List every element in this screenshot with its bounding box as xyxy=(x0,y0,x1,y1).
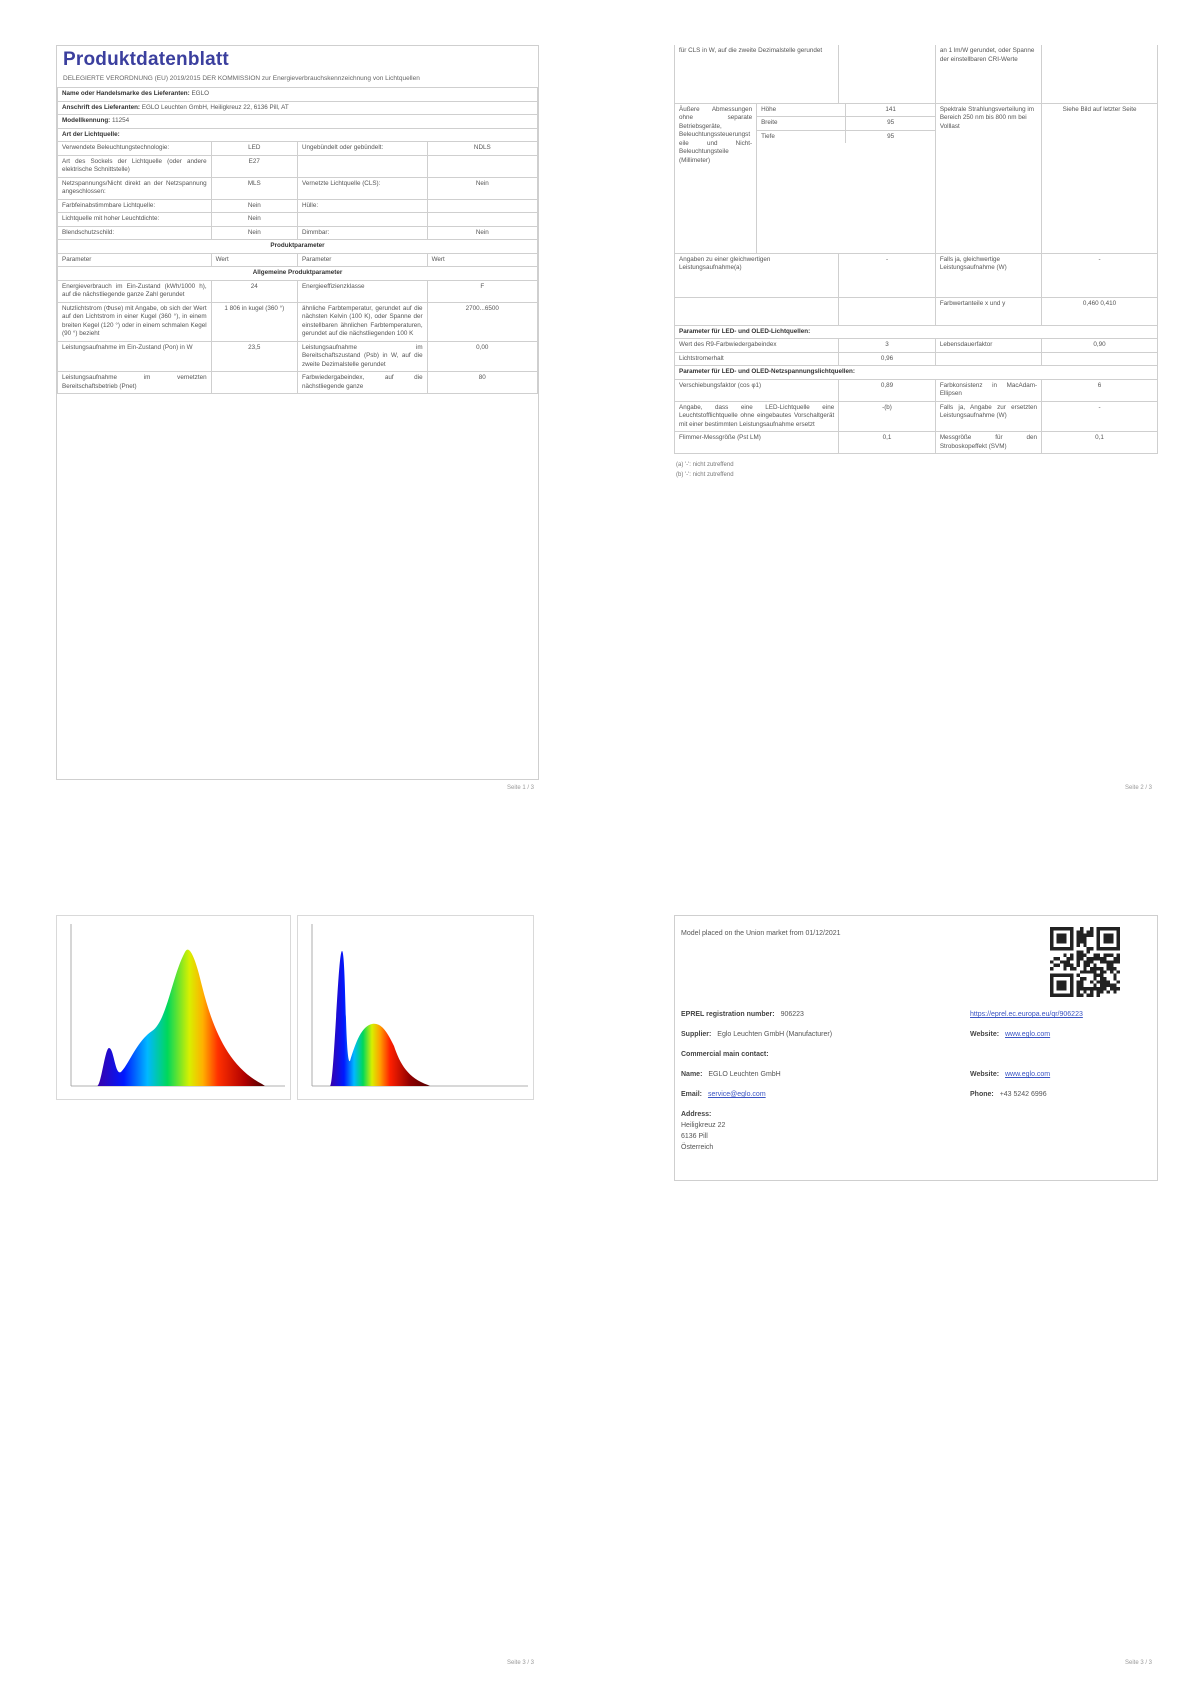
table-cell xyxy=(427,155,537,177)
table-cell: Leistungsaufnahme im vernetzten Bereitschaftsbetrieb (Pnet) xyxy=(58,372,212,394)
table-cell: Lebensdauerfaktor xyxy=(935,339,1041,353)
table-cell: Nein xyxy=(427,177,537,199)
table-cell xyxy=(839,45,936,103)
address-line: Heiligkreuz 22 xyxy=(681,1122,726,1129)
table-cell xyxy=(427,199,537,213)
address-label: Anschrift des Lieferanten: xyxy=(62,103,141,111)
dimensions-table xyxy=(757,104,935,144)
equivalent-power-value: - xyxy=(839,253,936,297)
email-label: Email: xyxy=(681,1091,703,1098)
datasheet-page-1 xyxy=(56,45,539,780)
param-header: Parameter xyxy=(297,253,427,267)
table-row xyxy=(675,352,1158,366)
table-cell: -(b) xyxy=(839,401,936,432)
page-number: Seite 3 / 3 xyxy=(1125,1660,1153,1666)
contact-heading: Commercial main contact: xyxy=(681,1051,769,1058)
website-label: Website: xyxy=(970,1071,1000,1078)
claim-value: - xyxy=(1042,253,1158,297)
table-cell: Hülle: xyxy=(297,199,427,213)
table-cell: Verschiebungsfaktor (cos φ1) xyxy=(675,379,839,401)
model-value: 11254 xyxy=(112,117,130,124)
table-cell: - xyxy=(1042,401,1158,432)
eprel-label: EPREL registration number: xyxy=(681,1011,775,1018)
dimensions-cell xyxy=(757,103,936,253)
dim-name: Tiefe xyxy=(757,130,846,143)
table-cell: Lichtquelle mit hoher Leuchtdichte: xyxy=(58,213,212,227)
footnotes xyxy=(676,460,1158,480)
table-cell: 1 806 in kugel (360 °) xyxy=(211,302,297,341)
table-cell: 2700...6500 xyxy=(427,302,537,341)
table-cell: 0,90 xyxy=(1042,339,1158,353)
table-cell: 3 xyxy=(839,339,936,353)
param-header: Wert xyxy=(427,253,537,267)
table-row xyxy=(58,302,538,341)
spectrum-curve xyxy=(330,951,430,1086)
spectrum-plot xyxy=(57,916,290,1099)
table-cell: Nein xyxy=(211,213,297,227)
website-link[interactable]: www.eglo.com xyxy=(1005,1071,1051,1078)
table-cell: Farbkonsistenz in MacAdam-Ellipsen xyxy=(935,379,1041,401)
table-cell: für CLS in W, auf die zweite Dezimalstelle gerundet xyxy=(675,45,839,103)
table-row xyxy=(58,213,538,227)
table-row xyxy=(58,199,538,213)
spectrum-plot xyxy=(298,916,533,1099)
supplier-value: EGLO xyxy=(191,90,209,97)
table-cell xyxy=(211,372,297,394)
table-cell: Flimmer-Messgröße (Pst LM) xyxy=(675,432,839,454)
supplier-label: Supplier: xyxy=(681,1031,712,1038)
spectrum-chart-right xyxy=(297,915,534,1100)
footnote: (a) '-': nicht zutreffend xyxy=(676,462,734,468)
table-row xyxy=(58,372,538,394)
table-cell: 0,89 xyxy=(839,379,936,401)
table-cell: Nein xyxy=(427,226,537,240)
table-cell: 0,00 xyxy=(427,341,537,372)
spectral-label: Spektrale Strahlungsverteilung im Bereich 250 nm bis 800 nm bei Volllast xyxy=(935,103,1041,253)
table-cell: Vernetzte Lichtquelle (CLS): xyxy=(297,177,427,199)
chromaticity-label: Farbwertanteile x und y xyxy=(935,297,1041,325)
spectrum-curve xyxy=(97,950,265,1086)
param-header: Parameter xyxy=(58,253,212,267)
dim-value: 141 xyxy=(846,104,935,117)
chromaticity-value: 0,460 0,410 xyxy=(1042,297,1158,325)
table-cell xyxy=(427,213,537,227)
page-number: Seite 3 / 3 xyxy=(507,1660,535,1666)
table-row xyxy=(58,280,538,302)
dimensions-label: Äußere Abmessungen ohne separate Betriebsgeräte, Beleuchtungssteuerungsteile und Nicht-Beleuchtungsteile (Millimeter) xyxy=(675,103,757,253)
mains-section-heading: Parameter für LED- und OLED-Netzspannungslichtquellen: xyxy=(675,366,1158,380)
spectrum-figures xyxy=(56,915,534,1100)
email-link[interactable]: service@eglo.com xyxy=(707,1091,766,1098)
table-cell: Art des Sockels der Lichtquelle (oder andere elektrische Schnittstelle) xyxy=(58,155,212,177)
footnote: (b) '-': nicht zutreffend xyxy=(676,472,734,478)
table-cell xyxy=(675,297,839,325)
supplier-value: Eglo Leuchten GmbH (Manufacturer) xyxy=(717,1031,833,1038)
table-cell: Nein xyxy=(211,226,297,240)
table-cell: 0,96 xyxy=(839,352,936,366)
table-cell: Leistungsaufnahme im Ein-Zustand (Pon) in W xyxy=(58,341,212,372)
dim-name: Höhe xyxy=(757,104,846,117)
table-cell: 80 xyxy=(427,372,537,394)
table-row xyxy=(675,401,1158,432)
table-cell: Messgröße für den Stroboskopeffekt (SVM) xyxy=(935,432,1041,454)
table-cell: Farbfeinabstimmbare Lichtquelle: xyxy=(58,199,212,213)
phone-value: +43 5242 6996 xyxy=(999,1091,1047,1098)
table-row xyxy=(675,432,1158,454)
dim-value: 95 xyxy=(846,117,935,131)
address-label: Address: xyxy=(681,1111,712,1118)
general-params-heading: Allgemeine Produktparameter xyxy=(58,267,538,281)
table-cell: an 1 lm/W gerundet, oder Spanne der einstellbaren CRI-Werte xyxy=(935,45,1041,103)
table-cell: Nutzlichtstrom (Φuse) mit Angabe, ob sich der Wert auf den Lichtstrom in einer Kugel (360 °), in einem breiten Kegel (120 °) oder in einem schmalen Kegel (90 °) bezieht xyxy=(58,302,212,341)
eprel-link[interactable]: https://eprel.ec.europa.eu/qr/906223 xyxy=(970,1011,1083,1018)
table-cell: Angabe, dass eine LED-Lichtquelle eine Leuchtstofflichtquelle ohne eingebautes Vorschaltgerät mit einer bestimmten Leistungsaufnahme ersetzt xyxy=(675,401,839,432)
table-cell: ähnliche Farbtemperatur, gerundet auf die nächsten Kelvin (100 K), oder Spanne der einstellbaren ähnlichen Farbtemperaturen, gerundet auf die nächstliegenden 100 K xyxy=(297,302,427,341)
table-cell: Leistungsaufnahme im Bereitschaftszustand (Psb) in W, auf die zweite Dezimalstelle gerundet xyxy=(297,341,427,372)
table-cell: Netzspannungs/Nicht direkt an der Netzspannung angeschlossen: xyxy=(58,177,212,199)
table-cell: Farbwiedergabeindex, auf die nächstliegende ganze xyxy=(297,372,427,394)
spectrum-chart-left xyxy=(56,915,291,1100)
table-cell: 0,1 xyxy=(1042,432,1158,454)
table-cell: Verwendete Beleuchtungstechnologie: xyxy=(58,142,212,156)
name-value: EGLO Leuchten GmbH xyxy=(708,1071,781,1078)
table-cell xyxy=(297,213,427,227)
spectral-value: Siehe Bild auf letzter Seite xyxy=(1042,103,1158,253)
table-cell xyxy=(839,297,936,325)
table-row xyxy=(675,339,1158,353)
table-cell xyxy=(297,155,427,177)
param-header: Wert xyxy=(211,253,297,267)
table-cell: LED xyxy=(211,142,297,156)
table-cell: Falls ja, Angabe zur ersetzten Leistungsaufnahme (W) xyxy=(935,401,1041,432)
address-line: Österreich xyxy=(681,1144,714,1151)
table-row xyxy=(675,379,1158,401)
table-cell: Ungebündelt oder gebündelt: xyxy=(297,142,427,156)
table-cell: E27 xyxy=(211,155,297,177)
table-cell: 23,5 xyxy=(211,341,297,372)
dim-name: Breite xyxy=(757,117,846,131)
table-cell: MLS xyxy=(211,177,297,199)
table-row xyxy=(58,226,538,240)
table-cell: NDLS xyxy=(427,142,537,156)
claim-label: Falls ja, gleichwertige Leistungsaufnahme (W) xyxy=(935,253,1041,297)
page-number: Seite 1 / 3 xyxy=(507,785,535,791)
phone-label: Phone: xyxy=(970,1091,994,1098)
market-notice: Model placed on the Union market from 01/12/2021 xyxy=(681,930,841,937)
address-line: 6136 Pill xyxy=(681,1133,708,1140)
table-cell: 24 xyxy=(211,280,297,302)
table-row xyxy=(58,155,538,177)
table-cell xyxy=(1042,45,1158,103)
datasheet-page-2 xyxy=(674,45,1158,571)
table-row xyxy=(58,177,538,199)
name-label: Name: xyxy=(681,1071,703,1078)
model-label: Modellkennung: xyxy=(62,117,111,124)
website-label: Website: xyxy=(970,1031,1000,1038)
table-cell: 0,1 xyxy=(839,432,936,454)
table-cell: Dimmbar: xyxy=(297,226,427,240)
table-cell: Blendschutzschild: xyxy=(58,226,212,240)
table-cell: Lichtstromerhalt xyxy=(675,352,839,366)
table-cell: 6 xyxy=(1042,379,1158,401)
light-source-type-label: Art der Lichtquelle: xyxy=(58,128,538,142)
table-row xyxy=(58,142,538,156)
table-cell: Energieverbrauch im Ein-Zustand (kWh/1000 h), auf die nächstliegende ganze Zahl gerundet xyxy=(58,280,212,302)
supplier-label: Name oder Handelsmarke des Lieferanten: xyxy=(62,90,190,97)
website-link[interactable]: www.eglo.com xyxy=(1005,1031,1051,1038)
eprel-info-page xyxy=(674,915,1158,1181)
dim-value: 95 xyxy=(846,130,935,143)
product-params-heading: Produktparameter xyxy=(58,240,538,254)
table-row xyxy=(58,341,538,372)
table-cell: Nein xyxy=(211,199,297,213)
table-cell: F xyxy=(427,280,537,302)
regulation-subtitle: DELEGIERTE VERORDNUNG (EU) 2019/2015 DER KOMMISSION zur Energieverbrauchskennzeichnung von Lichtquellen xyxy=(63,75,420,82)
table-cell xyxy=(935,352,1041,366)
table-cell: Energieeffizienzklasse xyxy=(297,280,427,302)
table-cell xyxy=(1042,352,1158,366)
page2-table xyxy=(674,45,1158,454)
page-number: Seite 2 / 3 xyxy=(1125,785,1153,791)
address-value: EGLO Leuchten GmbH, Heiligkreuz 22, 6136 Pill, AT xyxy=(141,103,289,111)
equivalent-power-label: Angaben zu einer gleichwertigen Leistungsaufnahme(a) xyxy=(675,253,839,297)
qr-code-icon[interactable] xyxy=(1050,927,1120,997)
led-section-heading: Parameter für LED- und OLED-Lichtquellen: xyxy=(675,325,1158,339)
supplier-table xyxy=(57,87,538,394)
page-title: Produktdatenblatt xyxy=(63,49,229,70)
table-cell: Wert des R9-Farbwiedergabeindex xyxy=(675,339,839,353)
eprel-number: 906223 xyxy=(780,1011,804,1018)
